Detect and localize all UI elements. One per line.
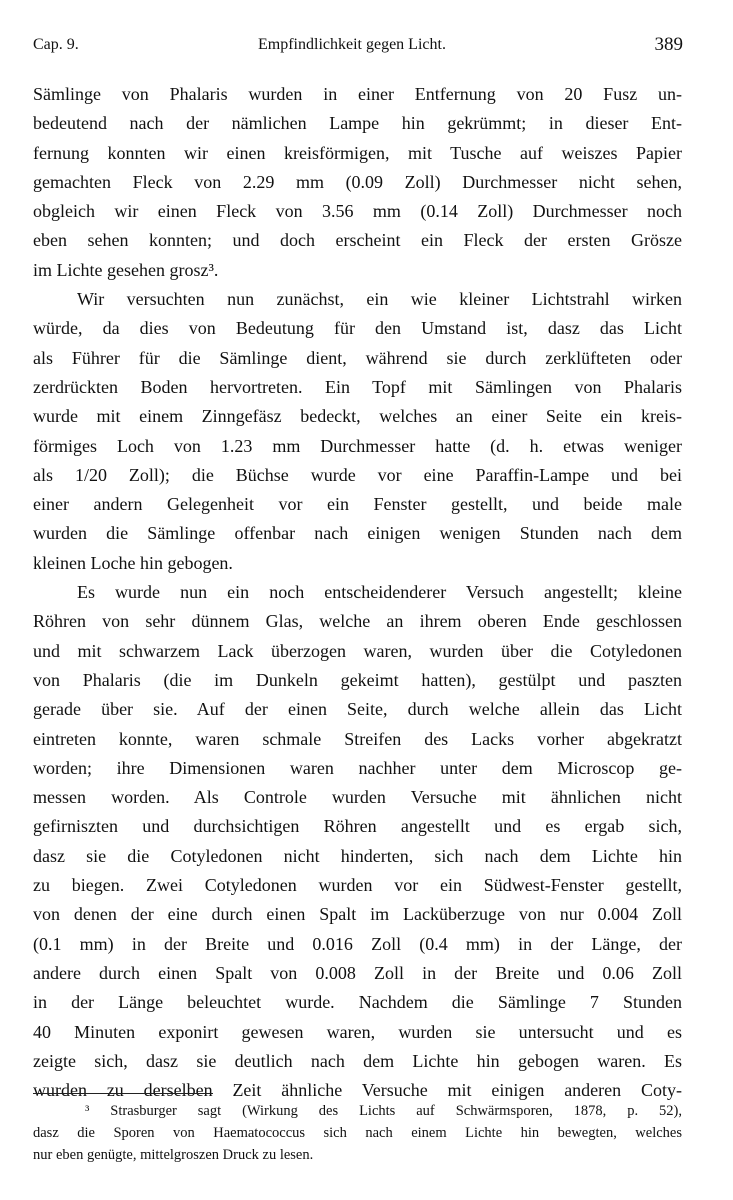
text-line: Es wurde nun ein noch entscheidenderer Versuch angestellt; kleine [77, 582, 682, 603]
text-line: gemachten Fleck von 2.29 mm (0.09 Zoll) Durchmesser nicht sehen, [33, 171, 682, 192]
text-line: zeigte sich, dasz sie deutlich nach dem Lichte hin gebogen waren. Es [33, 1050, 682, 1071]
text-line: worden; ihre Dimensionen waren nachher unter dem Microscop ge- [33, 757, 682, 778]
footnote-divider [33, 1093, 213, 1094]
footnote-line: dasz die Sporen von Haematococcus sich nach einem Lichte hin bewegten, welches [33, 1125, 682, 1141]
text-line: Wir versuchten nun zunächst, ein wie kleiner Lichtstrahl wirken [77, 289, 682, 310]
text-line: wurden die Sämlinge offenbar nach einigen wenigen Stunden nach dem [33, 523, 682, 544]
text-line: obgleich wir einen Fleck von 3.56 mm (0.14 Zoll) Durchmesser noch [33, 201, 682, 222]
text-line: fernung konnten wir einen kreisförmigen, mit Tusche auf weiszes Papier [33, 142, 682, 163]
text-line: von denen der eine durch einen Spalt im Lacküberzuge von nur 0.004 Zoll [33, 904, 682, 925]
text-line: als 1/20 Zoll); die Büchse wurde vor eine Paraffin-Lampe und bei [33, 464, 682, 485]
text-line: 40 Minuten exponirt gewesen waren, wurden sie untersucht und es [33, 1021, 682, 1042]
text-line: bedeutend nach der nämlichen Lampe hin gekrümmt; in dieser Ent- [33, 113, 682, 134]
text-line: (0.1 mm) in der Breite und 0.016 Zoll (0.4 mm) in der Länge, der [33, 933, 682, 954]
text-line: förmiges Loch von 1.23 mm Durchmesser hatte (d. h. etwas weniger [33, 435, 682, 456]
text-line: von Phalaris (die im Dunkeln gekeimt hatten), gestülpt und paszten [33, 669, 682, 690]
text-line: und mit schwarzem Lack überzogen waren, wurden über die Cotyledonen [33, 640, 682, 661]
footnote-line: nur eben genügte, mittelgroszen Druck zu lesen. [33, 1147, 314, 1163]
text-line: Sämlinge von Phalaris wurden in einer Entfernung von 20 Fusz un- [33, 84, 682, 104]
text-line: in der Länge beleuchtet wurde. Nachdem die Sämlinge 7 Stunden [33, 992, 682, 1013]
page-number: 389 [654, 34, 683, 55]
text-line: kleinen Loche hin gebogen. [33, 552, 233, 573]
text-line: eben sehen konnten; und doch erscheint ein Fleck der ersten Grösze [33, 230, 682, 251]
main-text [33, 80, 682, 1105]
text-line: im Lichte gesehen grosz³. [33, 259, 219, 280]
running-title: Empfindlichkeit gegen Licht. [258, 36, 446, 53]
chapter-label: Cap. 9. [33, 36, 79, 53]
footnote-block [33, 1100, 682, 1166]
text-line: eintreten konnte, waren schmale Streifen des Lacks vorher abgekratzt [33, 728, 682, 749]
text-line: würde, da dies von Bedeutung für den Umstand ist, dasz das Licht [33, 318, 682, 339]
text-line: gefirniszten und durchsichtigen Röhren angestellt und es ergab sich, [33, 816, 682, 837]
text-line: Röhren von sehr dünnem Glas, welche an ihrem oberen Ende geschlossen [33, 611, 682, 632]
text-line: einer andern Gelegenheit vor ein Fenster gestellt, und beide male [33, 494, 682, 515]
text-line: wurden zu derselben Zeit ähnliche Versuche mit einigen anderen Coty- [33, 1080, 682, 1101]
text-line: zerdrückten Boden hervortreten. Ein Topf mit Sämlingen von Phalaris [33, 376, 682, 397]
running-header [33, 34, 683, 62]
footnote-line: ³ Strasburger sagt (Wirkung des Lichts auf Schwärmsporen, 1878, p. 52), [85, 1103, 682, 1119]
text-line: messen worden. Als Controle wurden Versuche mit ähnlichen nicht [33, 787, 682, 808]
text-line: gerade über sie. Auf der einen Seite, durch welche allein das Licht [33, 699, 682, 720]
text-line: wurde mit einem Zinngefäsz bedeckt, welches an einer Seite ein kreis- [33, 406, 682, 427]
text-line: andere durch einen Spalt von 0.008 Zoll in der Breite und 0.06 Zoll [33, 962, 682, 983]
text-line: zu biegen. Zwei Cotyledonen wurden vor ein Südwest-Fenster gestellt, [33, 875, 682, 896]
text-line: dasz sie die Cotyledonen nicht hinderten, sich nach dem Lichte hin [33, 845, 682, 866]
text-line: als Führer für die Sämlinge dient, während sie durch zerklüfteten oder [33, 347, 682, 368]
